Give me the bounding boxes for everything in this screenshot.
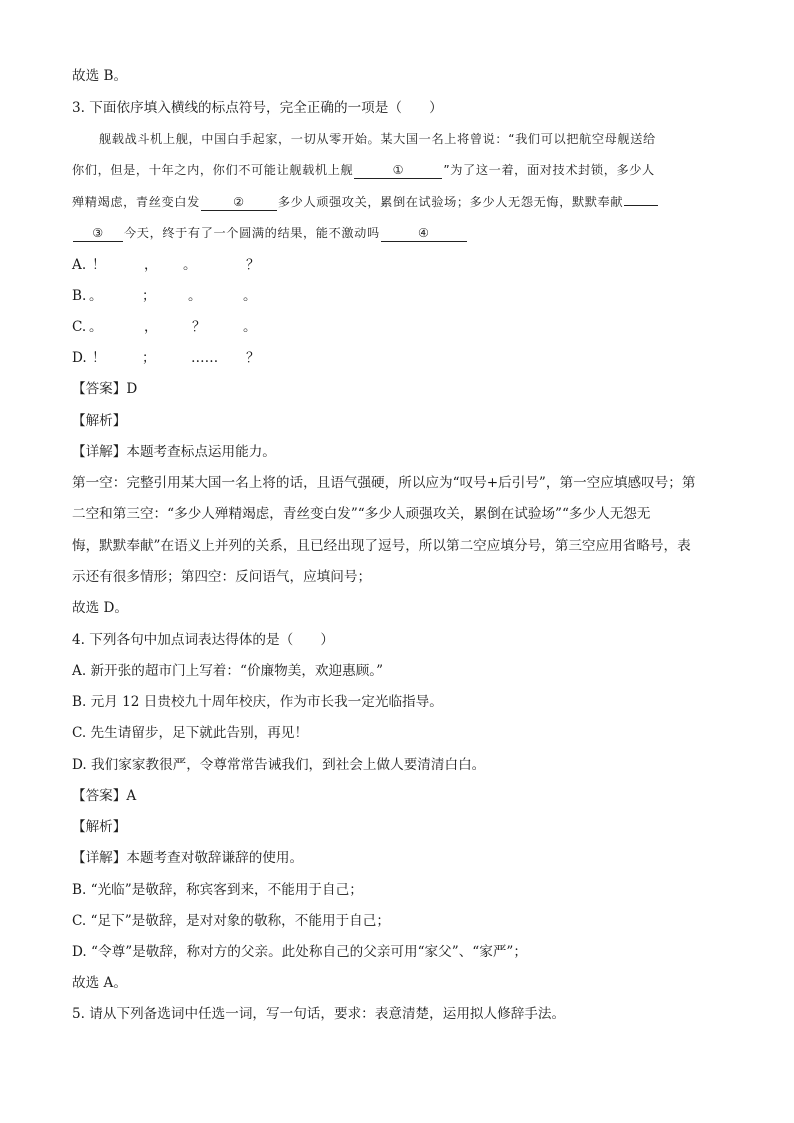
option-mark: …… — [191, 350, 219, 366]
answer-value: A — [126, 788, 137, 804]
option-mark: 。 — [183, 257, 197, 273]
q3-answer — [72, 379, 137, 399]
option-mark: ！ — [92, 257, 106, 273]
q4-option-b[interactable]: B. 元月 12 日贵校九十周年校庆，作为市长我一定光临指导。 — [72, 694, 443, 710]
option-label: C. — [72, 319, 87, 335]
option-mark: 。 — [188, 288, 202, 304]
answer-label: 【答案】 — [72, 788, 127, 804]
q3-explanation-1: 第一空：完整引用某大国一名上将的话，且语气强硬，所以应为“叹号+后引号”，第一空应填感叹号；第 — [72, 475, 696, 491]
q3-passage-line-3 — [72, 192, 659, 212]
q4-detail — [72, 848, 303, 868]
q3-explanation-3: 悔，默默奉献”在语义上并列的关系，且已经出现了逗号，所以第二空应填分号，第三空应用省略号，表 — [72, 538, 691, 554]
blank-2: ② — [201, 194, 277, 211]
answer-value: D — [126, 381, 138, 397]
option-mark: ， — [144, 257, 158, 273]
q3-passage-text: 今天，终于有了一个圆满的结果，能不激动吗 — [124, 226, 380, 240]
q3-passage-text: 你们，但是，十年之内，你们不可能让舰载机上舰 — [72, 163, 354, 177]
q4-option-d[interactable]: D. 我们家家教很严，令尊常常告诫我们，到社会上做人要清清白白。 — [72, 757, 486, 773]
detail-label: 【详解】 — [72, 444, 127, 460]
detail-label: 【详解】 — [72, 850, 127, 866]
q4-analysis-label: 【解析】 — [72, 819, 127, 835]
option-mark: ！ — [92, 350, 106, 366]
option-mark: ， — [144, 319, 158, 335]
prev-conclusion: 故选 B。 — [72, 68, 128, 84]
q4-explanation-d: D. “令尊”是敬辞，称对方的父亲。此处称自己的父亲可用“家父”、“家严”； — [72, 944, 527, 960]
blank-3-start — [624, 205, 658, 206]
q4-stem: 4. 下列各句中加点词表达得体的是（ ） — [72, 632, 334, 648]
option-label: B. — [72, 288, 87, 304]
option-mark: ； — [142, 350, 156, 366]
answer-label: 【答案】 — [72, 381, 127, 397]
q3-detail — [72, 442, 276, 462]
q3-explanation-4: 示还有很多情形；第四空：反问语气，应填问号； — [72, 569, 372, 585]
q3-passage-line-4 — [72, 223, 468, 243]
blank-1: ① — [354, 162, 442, 179]
q3-passage-text: ”为了这一着，面对技术封锁，多少人 — [443, 163, 655, 177]
q3-passage-text: 多少人顽强攻关，累倒在试验场；多少人无怨无悔，默默奉献 — [277, 195, 624, 209]
q3-conclusion: 故选 D。 — [72, 600, 129, 616]
option-mark: 。 — [243, 319, 257, 335]
q4-option-c[interactable]: C. 先生请留步，足下就此告别，再见！ — [72, 725, 309, 741]
q3-passage-line-1: 舰载战斗机上舰，中国白手起家，一切从零开始。某大国一名上将曾说：“我们可以把航空母舰送给 — [99, 132, 656, 146]
q4-conclusion: 故选 A。 — [72, 975, 127, 991]
q4-answer — [72, 786, 136, 806]
detail-text: 本题考查标点运用能力。 — [126, 444, 276, 460]
q4-option-a[interactable]: A. 新开张的超市门上写着：“价廉物美，欢迎惠顾。” — [72, 663, 384, 679]
q5-stem: 5. 请从下列备选词中任选一词，写一句话，要求：表意清楚，运用拟人修辞手法。 — [72, 1006, 566, 1022]
option-mark: 。 — [89, 288, 103, 304]
option-mark: ？ — [246, 257, 260, 273]
blank-3: ③ — [73, 225, 123, 242]
option-label: A. — [72, 257, 87, 273]
q3-analysis-label: 【解析】 — [72, 413, 127, 429]
option-mark: 。 — [243, 288, 257, 304]
q3-passage-text: 殚精竭虑，青丝变白发 — [72, 195, 200, 209]
option-label: D. — [72, 350, 87, 366]
blank-4: ④ — [381, 225, 467, 242]
q4-explanation-c: C. “足下”是敬辞，是对对象的敬称，不能用于自己； — [72, 913, 390, 929]
q3-stem: 3. 下面依序填入横线的标点符号，完全正确的一项是（ ） — [72, 100, 443, 116]
option-mark: ； — [142, 288, 156, 304]
q3-passage-line-2 — [72, 160, 655, 180]
q4-explanation-b: B. “光临”是敬辞，称宾客到来，不能用于自己； — [72, 882, 363, 898]
option-mark: ？ — [192, 319, 206, 335]
detail-text: 本题考查对敬辞谦辞的使用。 — [126, 850, 304, 866]
option-mark: ？ — [246, 350, 260, 366]
option-mark: 。 — [89, 319, 103, 335]
q3-explanation-2: 二空和第三空：“多少人殚精竭虑，青丝变白发”“多少人顽强攻关，累倒在试验场”“多少人无怨无 — [72, 506, 651, 522]
